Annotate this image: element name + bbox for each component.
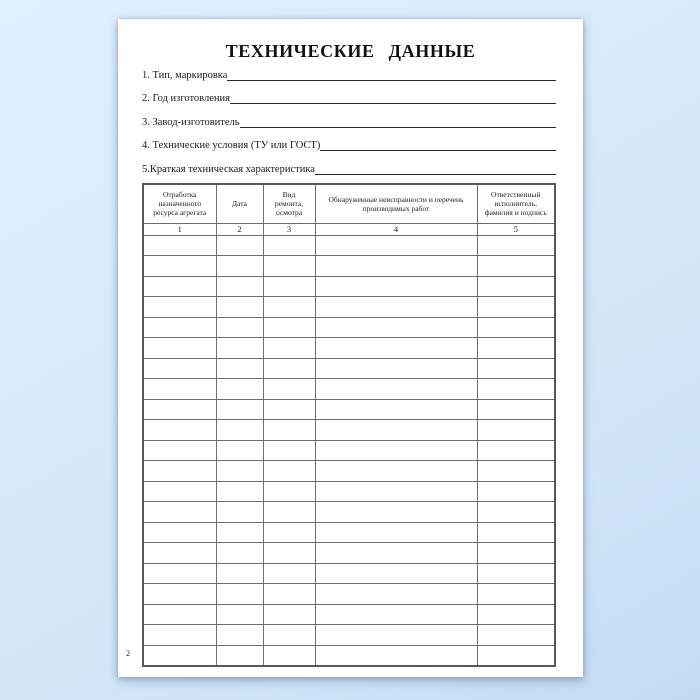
- empty-cell: [315, 235, 477, 256]
- column-number: 5: [477, 223, 555, 235]
- empty-cell: [143, 522, 216, 543]
- table-row: [143, 235, 555, 256]
- empty-cell: [477, 625, 555, 646]
- page-number: 2: [126, 649, 130, 658]
- field-row-year: [142, 82, 556, 106]
- empty-cell: [263, 461, 315, 482]
- table-row: [143, 522, 555, 543]
- table-row: [143, 502, 555, 523]
- empty-cell: [477, 235, 555, 256]
- empty-cell: [477, 317, 555, 338]
- empty-cell: [477, 604, 555, 625]
- table-row: [143, 338, 555, 359]
- empty-cell: [143, 563, 216, 584]
- empty-cell: [263, 522, 315, 543]
- empty-cell: [263, 399, 315, 420]
- empty-cell: [315, 461, 477, 482]
- empty-cell: [143, 481, 216, 502]
- empty-cell: [216, 522, 263, 543]
- empty-cell: [315, 543, 477, 564]
- empty-cell: [143, 645, 216, 666]
- field-label-specs: 4. Технические условия (ТУ или ГОСТ): [142, 140, 321, 151]
- empty-cell: [143, 256, 216, 277]
- field-label-type: 1. Тип, маркировка: [142, 69, 228, 81]
- empty-cell: [143, 297, 216, 318]
- column-header: Отработка назначенного ресурса агрегата: [143, 184, 216, 223]
- empty-cell: [477, 543, 555, 564]
- empty-cell: [143, 235, 216, 256]
- empty-cell: [477, 256, 555, 277]
- table-row: [143, 645, 555, 666]
- empty-cell: [477, 584, 555, 605]
- table-row: [143, 379, 555, 400]
- empty-cell: [143, 338, 216, 359]
- empty-cell: [216, 543, 263, 564]
- empty-cell: [263, 563, 315, 584]
- table-row: [143, 399, 555, 420]
- table-row: [143, 420, 555, 441]
- empty-cell: [315, 481, 477, 502]
- empty-cell: [143, 502, 216, 523]
- empty-cell: [216, 440, 263, 461]
- empty-cell: [315, 604, 477, 625]
- empty-cell: [315, 522, 477, 543]
- empty-cell: [315, 256, 477, 277]
- empty-cell: [216, 399, 263, 420]
- field-row-specs: [142, 129, 556, 153]
- empty-cell: [143, 358, 216, 379]
- empty-cell: [477, 563, 555, 584]
- empty-cell: [315, 399, 477, 420]
- empty-cell: [263, 379, 315, 400]
- column-number: 2: [216, 223, 263, 235]
- empty-cell: [216, 584, 263, 605]
- table-row: [143, 625, 555, 646]
- empty-cell: [143, 379, 216, 400]
- field-blank-line: [240, 126, 556, 128]
- empty-cell: [263, 502, 315, 523]
- table-row: [143, 317, 555, 338]
- field-blank-line: [227, 79, 556, 81]
- column-header: Обнаруженные неисправности и перечень производимых работ: [315, 184, 477, 223]
- table-row: [143, 297, 555, 318]
- table-row: [143, 358, 555, 379]
- empty-cell: [143, 625, 216, 646]
- empty-cell: [216, 645, 263, 666]
- empty-cell: [143, 399, 216, 420]
- empty-cell: [216, 481, 263, 502]
- empty-cell: [315, 297, 477, 318]
- empty-cell: [477, 358, 555, 379]
- empty-cell: [477, 522, 555, 543]
- empty-cell: [263, 338, 315, 359]
- empty-cell: [315, 276, 477, 297]
- table-row: [143, 256, 555, 277]
- field-row-manufacturer: [142, 105, 556, 129]
- column-header: Ответственный исполнитель, фамилия и подпись: [477, 184, 555, 223]
- column-header: Вид ремонта, осмотра: [263, 184, 315, 223]
- empty-cell: [263, 625, 315, 646]
- empty-cell: [263, 358, 315, 379]
- empty-cell: [263, 297, 315, 318]
- empty-cell: [216, 604, 263, 625]
- empty-cell: [216, 297, 263, 318]
- empty-cell: [263, 420, 315, 441]
- empty-cell: [315, 502, 477, 523]
- table-header-row: [143, 184, 555, 223]
- empty-cell: [477, 481, 555, 502]
- empty-cell: [143, 317, 216, 338]
- column-header: Дата: [216, 184, 263, 223]
- field-blank-line: [315, 173, 556, 175]
- empty-cell: [477, 276, 555, 297]
- empty-cell: [216, 625, 263, 646]
- empty-cell: [216, 235, 263, 256]
- column-number: 4: [315, 223, 477, 235]
- empty-cell: [216, 563, 263, 584]
- field-label-manufacturer: 3. Завод-изготовитель: [142, 116, 240, 128]
- page-title: ТЕХНИЧЕСКИЕ ДАННЫЕ: [225, 41, 476, 61]
- empty-cell: [477, 645, 555, 666]
- empty-cell: [263, 543, 315, 564]
- empty-cell: [143, 584, 216, 605]
- table-row: [143, 543, 555, 564]
- empty-cell: [477, 440, 555, 461]
- document-page: [118, 19, 583, 677]
- column-number: 3: [263, 223, 315, 235]
- fields-section: [142, 58, 556, 176]
- empty-cell: [143, 276, 216, 297]
- field-blank-line: [230, 102, 556, 104]
- empty-cell: [143, 604, 216, 625]
- empty-cell: [143, 461, 216, 482]
- empty-cell: [477, 297, 555, 318]
- empty-cell: [216, 317, 263, 338]
- empty-cell: [216, 276, 263, 297]
- empty-cell: [216, 358, 263, 379]
- table-row: [143, 481, 555, 502]
- empty-cell: [315, 625, 477, 646]
- empty-cell: [143, 440, 216, 461]
- table-row: [143, 604, 555, 625]
- empty-cell: [477, 379, 555, 400]
- table-row: [143, 563, 555, 584]
- table-row: [143, 276, 555, 297]
- empty-cell: [315, 420, 477, 441]
- empty-cell: [315, 358, 477, 379]
- empty-cell: [477, 502, 555, 523]
- empty-cell: [315, 338, 477, 359]
- empty-cell: [315, 440, 477, 461]
- field-label-characteristics: 5.Краткая техническая характеристика: [142, 163, 315, 175]
- empty-cell: [143, 543, 216, 564]
- empty-cell: [477, 399, 555, 420]
- field-row-type: [142, 58, 556, 82]
- empty-cell: [216, 256, 263, 277]
- empty-cell: [477, 461, 555, 482]
- empty-cell: [315, 584, 477, 605]
- empty-cell: [263, 317, 315, 338]
- table-row: [143, 440, 555, 461]
- empty-cell: [263, 440, 315, 461]
- empty-cell: [216, 379, 263, 400]
- field-label-year: 2. Год изготовления: [142, 93, 230, 104]
- column-number: 1: [143, 223, 216, 235]
- empty-cell: [263, 276, 315, 297]
- empty-cell: [477, 338, 555, 359]
- empty-cell: [263, 645, 315, 666]
- field-blank-line: [320, 149, 556, 151]
- empty-cell: [263, 584, 315, 605]
- column-numbers-row: [143, 223, 555, 235]
- empty-cell: [143, 420, 216, 441]
- empty-cell: [216, 420, 263, 441]
- empty-cell: [216, 461, 263, 482]
- technical-data-table: [142, 183, 556, 667]
- empty-cell: [263, 256, 315, 277]
- empty-cell: [477, 420, 555, 441]
- empty-cell: [315, 563, 477, 584]
- empty-cell: [263, 604, 315, 625]
- empty-cell: [216, 502, 263, 523]
- empty-cell: [315, 379, 477, 400]
- table-row: [143, 461, 555, 482]
- empty-cell: [216, 338, 263, 359]
- table-row: [143, 584, 555, 605]
- field-row-characteristics: [142, 152, 556, 176]
- empty-cell: [315, 317, 477, 338]
- empty-cell: [315, 645, 477, 666]
- empty-cell: [263, 481, 315, 502]
- empty-cell: [263, 235, 315, 256]
